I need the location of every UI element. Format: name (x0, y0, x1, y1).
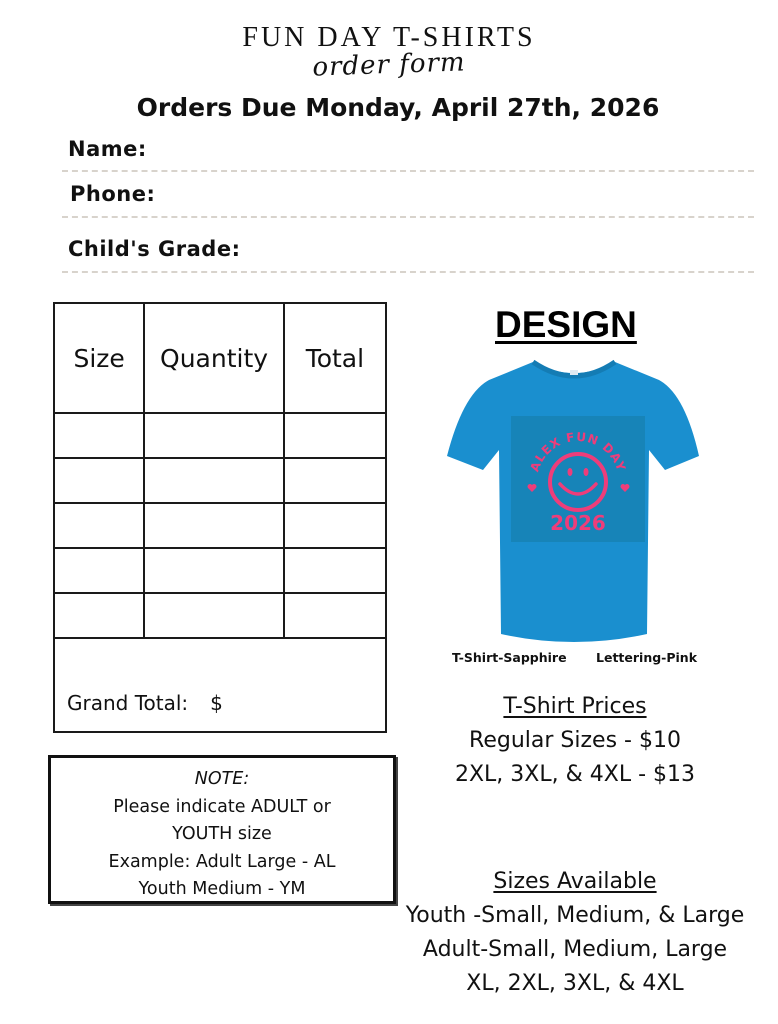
phone-input-line[interactable] (62, 216, 754, 218)
grand-total-label: Grand Total: (67, 691, 189, 715)
price-line: Regular Sizes - $10 (469, 728, 681, 753)
note-line: Example: Adult Large - AL (108, 851, 336, 872)
tshirt-design-image (445, 358, 703, 648)
grand-total-row (54, 638, 386, 732)
grand-total-currency: $ (210, 691, 223, 715)
table-row (54, 458, 386, 503)
table-row (54, 503, 386, 548)
name-input-line[interactable] (62, 170, 754, 172)
sizes-section (380, 865, 770, 1001)
quantity-cell[interactable] (144, 458, 283, 503)
quantity-cell[interactable] (144, 548, 283, 593)
order-table (53, 302, 387, 733)
total-cell[interactable] (284, 548, 386, 593)
due-date: Orders Due Monday, April 27th, 2026 (136, 93, 660, 122)
prices-heading: T-Shirt Prices (503, 694, 647, 719)
size-cell[interactable] (54, 503, 144, 548)
shirt-arc-text: ALEX FUN DAY (527, 429, 629, 474)
note-heading: NOTE: (194, 769, 250, 789)
table-row (54, 413, 386, 458)
quantity-cell[interactable] (144, 593, 283, 638)
size-cell[interactable] (54, 548, 144, 593)
note-line: Youth Medium - YM (138, 879, 306, 899)
column-header-size: Size (54, 303, 144, 413)
size-cell[interactable] (54, 458, 144, 503)
table-row (54, 593, 386, 638)
note-box (48, 755, 396, 904)
sizes-line: XL, 2XL, 3XL, & 4XL (466, 971, 684, 996)
quantity-cell[interactable] (144, 413, 283, 458)
total-cell[interactable] (284, 413, 386, 458)
grade-label: Child's Grade: (68, 237, 241, 261)
form-title: FUN DAY T-SHIRTS (242, 22, 536, 53)
table-header-row (54, 303, 386, 413)
phone-label: Phone: (70, 182, 156, 206)
column-header-quantity: Quantity (144, 303, 283, 413)
total-cell[interactable] (284, 458, 386, 503)
form-subtitle: order form (311, 47, 467, 83)
total-cell[interactable] (284, 503, 386, 548)
prices-section (380, 690, 770, 792)
sizes-line: Adult-Small, Medium, Large (422, 937, 728, 962)
note-line: YOUTH size (172, 824, 272, 844)
size-cell[interactable] (54, 593, 144, 638)
shirt-year-text: 2026 (550, 511, 606, 535)
grand-total-cell[interactable] (54, 638, 386, 732)
price-line: 2XL, 3XL, & 4XL - $13 (454, 762, 695, 787)
tshirt-icon (445, 358, 703, 648)
shirt-color-caption: T-Shirt-Sapphire (452, 650, 567, 665)
design-heading: DESIGN (495, 304, 637, 345)
quantity-cell[interactable] (144, 503, 283, 548)
size-cell[interactable] (54, 413, 144, 458)
table-row (54, 548, 386, 593)
column-header-total: Total (284, 303, 386, 413)
lettering-color-caption: Lettering-Pink (596, 650, 698, 665)
sizes-heading: Sizes Available (493, 869, 657, 894)
grade-input-line[interactable] (62, 271, 754, 273)
sizes-line: Youth -Small, Medium, & Large (405, 903, 745, 928)
total-cell[interactable] (284, 593, 386, 638)
note-line: Please indicate ADULT or (113, 796, 331, 817)
name-label: Name: (68, 137, 147, 161)
